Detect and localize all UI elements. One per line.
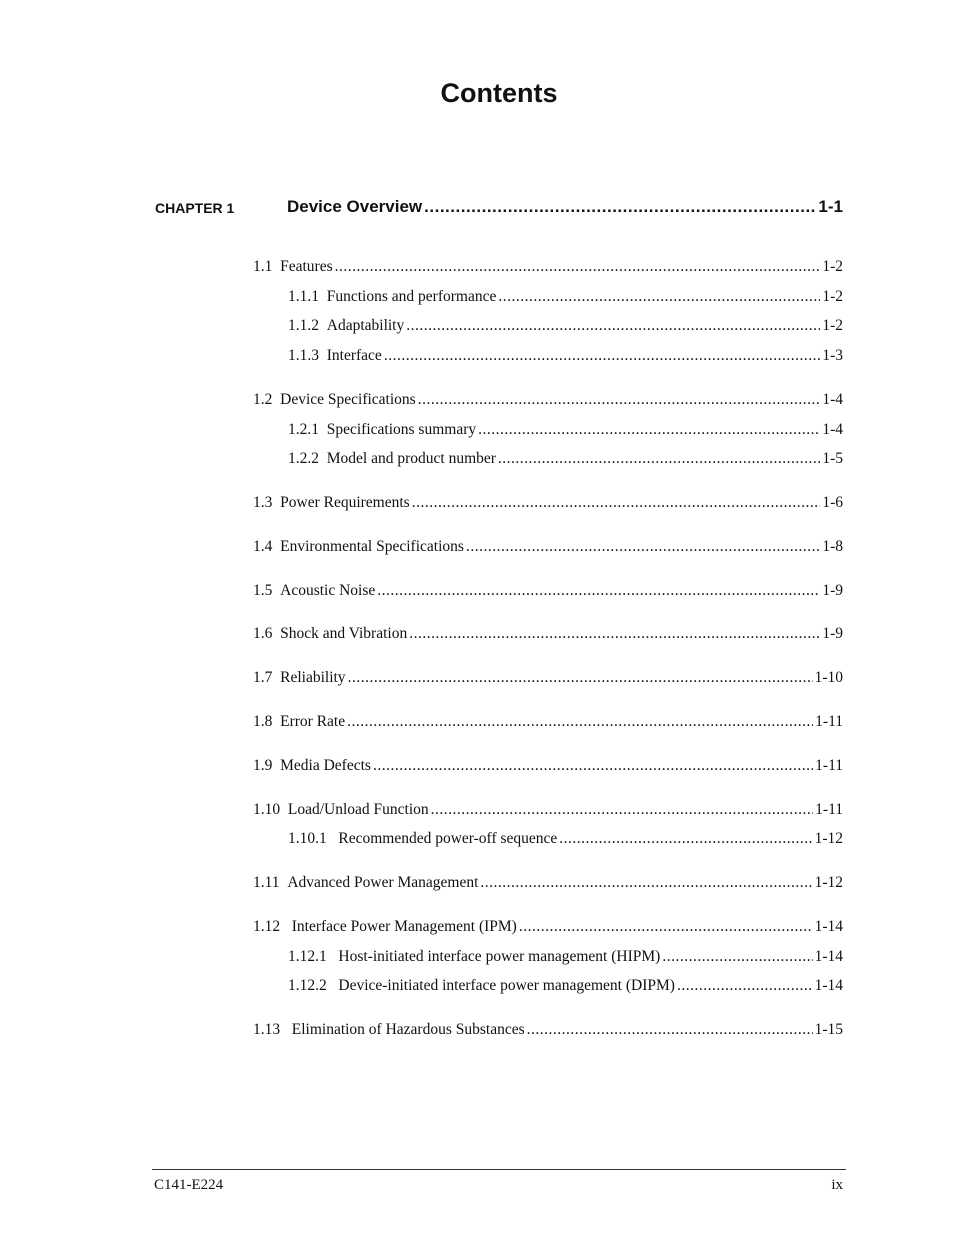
- toc-entry-page: 1-4: [822, 421, 843, 438]
- toc-entry-title: Host-initiated interface power management (HIPM): [338, 948, 661, 965]
- toc-entry-number: 1.9: [253, 757, 273, 774]
- toc-entry-title: Elimination of Hazardous Substances: [291, 1021, 525, 1038]
- toc-entry[interactable]: [288, 948, 843, 966]
- toc-entry-number: 1.2.2: [288, 450, 319, 467]
- footer-rule: [152, 1169, 846, 1170]
- toc-entry[interactable]: [253, 713, 843, 731]
- toc-entry-page: 1-11: [815, 801, 843, 818]
- toc-entry[interactable]: [288, 977, 843, 995]
- toc-entry-title: Interface Power Management (IPM): [291, 918, 517, 935]
- toc-leader-dots: [677, 977, 813, 995]
- toc-entry-title: Adaptability: [326, 317, 405, 334]
- toc-entry-page: 1-2: [822, 317, 843, 334]
- toc-entry[interactable]: [288, 288, 843, 306]
- toc-entry-page: 1-11: [815, 713, 843, 730]
- toc-entry[interactable]: [253, 494, 843, 512]
- toc-entry-page: 1-14: [814, 948, 843, 965]
- toc-entry-page: 1-6: [822, 494, 843, 511]
- toc-entry-page: 1-8: [822, 538, 843, 555]
- toc-leader-dots: [347, 713, 813, 731]
- toc-entry-page: 1-10: [814, 669, 843, 686]
- toc-entry-number: 1.8: [253, 713, 273, 730]
- toc-entry-number: 1.4: [253, 538, 273, 555]
- toc-entry[interactable]: [288, 421, 843, 439]
- toc-leader-dots: [335, 258, 821, 276]
- toc-entry-number: 1.10: [253, 801, 281, 818]
- toc-entry-title: Recommended power-off sequence: [338, 830, 558, 847]
- toc-entry-number: 1.12: [253, 918, 281, 935]
- toc-leader-dots: [418, 391, 821, 409]
- toc-entry[interactable]: [253, 669, 843, 687]
- toc-chapter-title: Device Overview: [287, 197, 423, 216]
- toc-leader-dots: [480, 874, 812, 892]
- toc-entry-number: 1.13: [253, 1021, 281, 1038]
- toc-entry[interactable]: [253, 625, 843, 643]
- toc-entry-title: Advanced Power Management: [287, 874, 479, 891]
- toc-entry-title: Reliability: [280, 669, 346, 686]
- toc-entry[interactable]: [253, 258, 843, 276]
- toc-entry-page: 1-3: [822, 347, 843, 364]
- toc-entry-number: 1.1: [253, 258, 273, 275]
- toc-entry-title: Specifications summary: [326, 421, 477, 438]
- toc-entry[interactable]: [288, 317, 843, 335]
- toc-entry-number: 1.5: [253, 582, 273, 599]
- toc-entry-page: 1-5: [822, 450, 843, 467]
- toc-entry-title: Model and product number: [326, 450, 496, 467]
- toc-entry-page: 1-9: [822, 625, 843, 642]
- toc-leader-dots: [466, 538, 820, 556]
- toc-chapter-entry[interactable]: [287, 197, 843, 217]
- toc-entry-page: 1-12: [814, 830, 843, 847]
- toc-entry-page: 1-2: [822, 258, 843, 275]
- toc-entry[interactable]: [253, 538, 843, 556]
- toc-entry-page: 1-14: [814, 918, 843, 935]
- toc-leader-dots: [519, 918, 813, 936]
- toc-leader-dots: [559, 830, 812, 848]
- toc-entry-number: 1.1.3: [288, 347, 319, 364]
- toc-entry-number: 1.11: [253, 874, 280, 891]
- toc-entry-title: Power Requirements: [280, 494, 410, 511]
- toc-entry-number: 1.12.2: [288, 977, 327, 994]
- toc-entry-number: 1.2: [253, 391, 273, 408]
- toc-entry-page: 1-4: [822, 391, 843, 408]
- toc-entry-title: Error Rate: [280, 713, 346, 730]
- toc-entry-number: 1.12.1: [288, 948, 327, 965]
- toc-entry-number: 1.6: [253, 625, 273, 642]
- toc-entry-title: Interface: [326, 347, 382, 364]
- toc-entry-title: Features: [280, 258, 333, 275]
- toc-entry[interactable]: [288, 450, 843, 468]
- toc-entry[interactable]: [253, 918, 843, 936]
- toc-entry-number: 1.2.1: [288, 421, 319, 438]
- toc-leader-dots: [409, 625, 820, 643]
- toc-entry[interactable]: [253, 582, 843, 600]
- page-title: Contents: [440, 78, 558, 108]
- toc-entry-title: Environmental Specifications: [280, 538, 464, 555]
- toc-entry-page: 1-15: [814, 1021, 843, 1038]
- toc-entry-number: 1.3: [253, 494, 273, 511]
- toc-leader-dots: [478, 421, 820, 439]
- toc-entry-number: 1.7: [253, 669, 273, 686]
- toc-entry-number: 1.1.2: [288, 317, 319, 334]
- toc-leader-dots: [377, 582, 820, 600]
- footer-doc-id: C141-E224: [154, 1177, 224, 1193]
- toc-leader-dots: [498, 450, 820, 468]
- toc-leader-dots: [662, 948, 812, 966]
- toc-entry-title: Device-initiated interface power management (DIPM): [338, 977, 675, 994]
- toc-entry-number: 1.1.1: [288, 288, 319, 305]
- footer-page-number: ix: [831, 1177, 843, 1193]
- toc-entry-page: 1-9: [822, 582, 843, 599]
- toc-leader-dots: [384, 347, 821, 365]
- chapter-label: CHAPTER 1: [155, 200, 235, 216]
- toc-leader-dots: [406, 317, 820, 335]
- toc-leader-dots: [412, 494, 821, 512]
- toc-entry-number: 1.10.1: [288, 830, 327, 847]
- toc-entry[interactable]: [288, 347, 843, 365]
- toc-entry[interactable]: [253, 1021, 843, 1039]
- toc-leader-dots: [424, 197, 816, 217]
- toc-chapter-page: 1-1: [818, 197, 843, 216]
- toc-leader-dots: [527, 1021, 813, 1039]
- toc-entry-page: 1-2: [822, 288, 843, 305]
- toc-entry-title: Device Specifications: [280, 391, 416, 408]
- toc-entry-title: Shock and Vibration: [280, 625, 408, 642]
- toc-leader-dots: [348, 669, 813, 687]
- toc-entry[interactable]: [253, 874, 843, 892]
- toc-leader-dots: [498, 288, 820, 306]
- toc-entry[interactable]: [253, 391, 843, 409]
- toc-entry-page: 1-11: [815, 757, 843, 774]
- toc-entry[interactable]: [253, 757, 843, 775]
- toc-entry[interactable]: [253, 801, 843, 819]
- toc-entry-title: Acoustic Noise: [280, 582, 376, 599]
- toc-entry-page: 1-14: [814, 977, 843, 994]
- toc-entry-title: Load/Unload Function: [287, 801, 429, 818]
- toc-entry[interactable]: [288, 830, 843, 848]
- toc-leader-dots: [431, 801, 814, 819]
- toc-entry-page: 1-12: [814, 874, 843, 891]
- toc-entry-title: Functions and performance: [326, 288, 497, 305]
- toc-leader-dots: [373, 757, 813, 775]
- toc-entry-title: Media Defects: [280, 757, 371, 774]
